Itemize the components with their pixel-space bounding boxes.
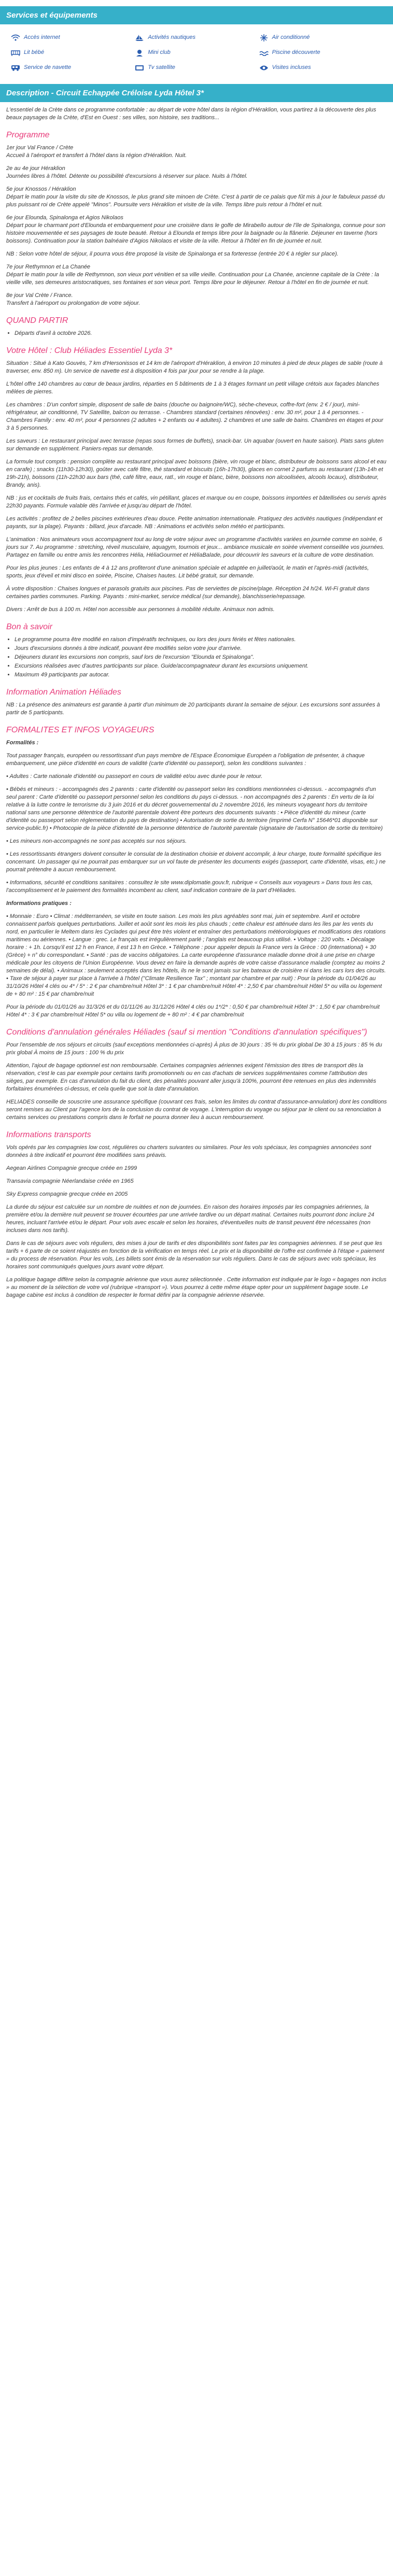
hotel-paragraph: La formule tout compris : pension complète au restaurant principal avec boissons (bière, vin rouge et blanc, distributeur de boissons sans alcool et eau en carafe) ; snacks (11h30-12h30), goûter avec café filtre, thé standard et biscuits (16h-17h30), glaces en cornet 2 parfums au restaurant (13h-14h et 19h-21h), boissons (11h-22h30 aux bars (thé, café filtre, eaux, ratl., vin rouge et blanc, bière, boissons non alcoolisées, alcools locaux), distributeur, Brandy, anis). [6,459,387,488]
wifi-icon [10,34,21,41]
service-label: Activités nautiques [148,34,196,40]
hotel-paragraph: Pour les plus jeunes : Les enfants de 4 à 12 ans profiteront d'une animation spéciale et adaptée en juillet/août, le matin et l'après-midi (activités, sports, jeux d'éveil et mini disco en soirée, Piscine, Chaises hautes. Lit bébé gratuit, sur demande. [6,565,369,579]
day-head: 5e jour Knossos / Héraklion [6,186,76,192]
day-head: 8e jour Val Crète / France. [6,292,73,299]
hotel-paragraph: Situation : Situé à Kato Gouvès, 7 km d'Hersonissos et 14 km de l'aéroport d'Héraklion, à environ 10 minutes à pied de deux plages de sable (route à traverser, env. 850 m). Un service de navette est à disposition 4 fois par jour pour se rendre à la plage. [6,360,383,374]
day-block [6,214,387,258]
hotel-paragraph: Les activités : profitez de 2 belles piscines extérieures d'eau douce. Petite animation internationale. Pratiquez des activités nautiques (indépendant et payants, sur la plage). Payants : billard, jeux d'arcade. NB : Animations et activités selon météo et participants. [6,516,383,530]
formalites-paragraph: • Les mineurs non-accompagnés ne sont pas acceptés sur nos séjours. [6,838,187,844]
service-label: Tv satellite [148,64,175,70]
conditions-paragraph: Attention, l'ajout de bagage optionnel est non remboursable. Certaines compagnies aériennes exigent l'émission des titres de transport dès la réservation, c'est le cas par exemple pour certains tarifs promotionnels ou en cas d'achats de services supplémentaires comme l'attribution des sièges, par exemple. En cas d'annulation du fait du client, des pénalités pouvant aller jusqu'à 100%, pourront être retenues en plus des indemnités forfaitaires énumérées ci-dessus, et cela quelle que soit la date d'annulation. [6,1063,376,1092]
day-text: Départ pour le charmant port d'Elounda et embarquement pour une croisière dans le golfe de Mirabello autour de l'île de Spinalonga, connue pour son histoire mouvementée et ses paysages de toute beauté. Retour à Elounda et temps libre pour la baignade ou la flânerie. Déjeuner en taverne (hors boissons). Continuation pour la station balnéaire d'Agios Nikolaos et visite de la ville. Retour à l'hôtel en fin de journée et nuit. [6,222,386,244]
intro-text: L'essentiel de la Crète dans ce programme confortable : au départ de votre hôtel dans la région d'Héraklion, vous partirez à la découverte des plus beaux paysages de la Crète, d'Est en Ouest : ses villes, son histoire, ses traditions... [6,107,376,121]
services-title-bar [0,6,393,24]
transports-title: Informations transports [6,1130,91,1139]
description-section [0,106,393,1299]
day-head: 2e au 4e jour Héraklion [6,165,65,172]
day-text: Transfert à l'aéroport ou prolongation de votre séjour. [6,300,141,306]
service-label: Accès internet [24,34,60,40]
hotel-paragraph: À votre disposition : Chaises longues et parasols gratuits aux piscines. Pas de serviettes de piscine/plage. Réception 24 h/24. Wi-Fi gratuit dans certaines parties communes. Parking. Payants : mini-market, service médical (sur demande), blanchisserie/repassage. [6,586,370,600]
day-text: Accueil à l'aéroport et transfert à l'hôtel dans la région d'Héraklion. Nuit. [6,152,187,159]
service-item-club [134,49,258,56]
eye-icon [259,64,269,72]
company-line: Aegean Airlines Compagnie grecque créée en 1999 [6,1165,137,1171]
transports-text: Vols opérés par les compagnies low cost, régulières ou charters suivantes ou similaires. Pour les vols spéciaux, les compagnies annoncées sont données à titre indicatif et pourront être modifiées sans préavis. [6,1144,371,1158]
service-label: Piscine découverte [272,49,320,55]
service-item-tv [134,64,258,72]
service-item-internet [10,34,134,41]
formalites-paragraph: • Bébés et mineurs : - accompagnés des 2 parents : carte d'identité ou passeport selon les conditions mentionnées ci-dessus. - accompagnés d'un seul parent : Carte d'identité ou passeport personnel selon les conditions du pays ci-dessus. - non accompagnés des 2 parents : En vertu de la loi relative à la lutte contre le terrorisme du 3 juin 2016 et du décret gouvernemental du 2 novembre 2016, les mineurs voyageant hors du territoire national sans une personne détentrice de l'autorité parentale doivent être porteurs des documents suivants : • Pièce d'identité du mineur (carte d'identité ou passeport selon réglementation du pays de destination) • Autorisation de sortie du territoire (imprimé Cerfa N° 15646*01 disponible sur service-public.fr) • Photocopie de la pièce d'identité de la personne détentrice de l'autorité parentale (signataire de l'autorisation de sortie du territoire) [6,786,383,831]
formalites-title: FORMALITES ET INFOS VOYAGEURS [6,726,155,734]
shuttle-icon [10,64,21,72]
day-head: 1er jour Val France / Crète [6,145,74,151]
service-label: Air conditionné [272,34,310,40]
bon-item: • Excursions réalisées avec d'autres participants sur place. Guide/accompagnateur durant les excursions uniquement. [15,662,387,670]
bon-title: Bon à savoir [6,622,52,631]
pool-icon [259,49,269,56]
service-label: Visites incluses [272,64,311,70]
formalites-paragraph: • Adultes : Carte nationale d'identité ou passeport en cours de validité et/ou avec durée pour le retour. [6,773,263,780]
day-block [6,144,387,160]
hotel-paragraph: NB : jus et cocktails de fruits frais, certains thés et cafés, vin pétillant, glaces et marque ou en coupe, boissons importées et bâtellisées ou servis après 22h30 payants. Formule valable dès l'arrivée et jusqu'au départ de l'hôtel. [6,495,387,509]
formalites-paragraph: Pour la période du 01/01/26 au 31/3/26 et du 01/11/26 au 31/12/26 Hôtel 4 clés ou 1*/2* : 0,50 € par chambre/nuit Hôtel 3* : 1,50 € par chambre/nuit Hôtel 4* : 3 € par chambre/nuit Hôtel 5* ou villa ou logement de + 80 m² : 4 € par chambre/nuit [6,1004,380,1018]
conditions-title: Conditions d'annulation générales Héliades (sauf si mention "Conditions d'annulation spécifiques") [6,1028,368,1037]
formalites-paragraph: • Les ressortissants étrangers doivent consulter le consulat de la destination choisie et doivent accomplir, à leur charge, toute formalité spécifique les concernant. Un passager qui ne pourrait pas embarquer sur un vol faute de présenter les documents exigés (passeport, carte d'identité, visas, etc.) ne pourrait prétendre à aucun remboursement. [6,851,386,873]
day-block [6,186,387,209]
company-line: Sky Express compagnie grecque créée en 2005 [6,1191,128,1197]
bon-list [6,636,387,679]
day-block [6,263,387,287]
baby-bed-icon [10,49,21,56]
hotel-paragraph: L'hôtel offre 140 chambres au cœur de beaux jardins, réparties en 5 bâtiments de 1 à 3 étages formant un petit village crétois aux façades blanches mêlées de pierres. [6,381,380,395]
bon-item: • Le programme pourra être modifié en raison d'impératifs techniques, ou lors des jours fériés et fêtes nationales. [15,636,387,644]
conditions-paragraph: Pour l'ensemble de nos séjours et circuits (sauf exceptions mentionnées ci-après) À plus de 30 jours : 35 % du prix global De 30 à 15 jours : 85 % du prix global À moins de 15 jours : 100 % du prix [6,1042,382,1056]
day-note: NB : Selon votre hôtel de séjour, il pourra vous être proposé la visite de Spinalonga et sa forteresse (entrée 20 € à régler sur place). [6,251,339,257]
service-item-bed [10,49,134,56]
day-text: Départ le matin pour la ville de Rethymnon, son vieux port vénitien et sa ville vieille. Continuation pour La Chanée, ancienne capitale de la Crète : la vieille ville, ses demeures aristocratiques, ses fontaines et son vieux port. Temps libre pour le déjeuner. Retour à l'hôtel en fin de journée et nuit. [6,272,380,286]
description-title-bar [0,84,393,102]
service-label: Mini club [148,49,171,55]
day-block [6,165,387,180]
quand-item: • Départs d'avril à octobre 2026. [15,330,387,337]
day-text: Départ le matin pour la visite du site de Knossos, le plus grand site minoen de Crète. C'est à partir de ce palais que fût mis à jour le fabuleux passé du plus puissant roi de Crète appelé "Minos". Poursuite vers Héraklion et visite de la ville. Temps libre puis retour à l'hôtel et nuit. [6,194,385,208]
end-paragraph: La politique bagage diffère selon la compagnie aérienne que vous aurez sélectionnée . Cette information est indiquée par le logo « bagages non inclus » au moment de la sélection de votre vol (rubrique «transport »). Vous pourrez à cette même étape opter pour un supplément bagage soute. Le bagage cabine est inclus à condition de respecter le format défini par la compagnie aérienne réservée. [6,1277,387,1298]
service-item-nautique [134,34,258,41]
hotel-title: Votre Hôtel : Club Héliades Essentiel Lyda 3* [6,346,173,355]
services-title: Services et équipements [6,11,97,20]
service-item-visits [259,64,383,72]
day-block [6,292,387,307]
day-head: 7e jour Rethymnon et La Chanée [6,264,91,270]
quand-list [6,330,387,337]
info-title: Information Animation Héliades [6,688,121,697]
formalites-paragraph: • Monnaie : Euro • Climat : méditerranéen, se visite en toute saison. Les mois les plus agréables sont mai, juin et septembre. Avril et octobre connaissent parfois quelques perturbations. Juillet et août sont les mois les plus chauds ; cette chaleur est atténuée dans les îles par les vents du nord, en particulier le Meltem dans les Cyclades qui peut être très violent et entraîner des perturbations météorologiques et modifications des rotations maritimes ou aériennes. • Langue : grec. Le français est irrégulièrement parlé ; l'anglais est beaucoup plus utilisé. • Voltage : 220 volts. • Décalage horaire : + 1h. Lorsqu'il est 12 h en France, il est 13 h en Grèce. • Téléphone : pour appeler depuis la France vers la Grèce : 00 (international) + 30 (Grèce) + n° du correspondant. • Santé : pas de vaccins obligatoires. La carte européenne d'assurance maladie donne droit à une prise en charge médicale pour les citoyens de l'Union Européenne. Vous devez en faire la demande auprès de votre caisse d'assurance maladie (comptez au moins 2 semaines de délai). • Animaux : seulement acceptés dans les hôtels, ils ne le sont jamais sur les bateaux de croisière ni dans les cars lors des circuits. • Taxe de séjour à payer sur place à l'arrivée à l'hôtel ("Climate Resilience Tax" ; montant par chambre et par nuit) : Pour la période du 01/04/26 au 31/10/26 Hôtel 4 clés ou 4* / 5* : 2 € par chambre/nuit Hôtel 3* : 1 € par chambre/nuit Hôtel 4* : 2,50 € par chambre/nuit Hôtel 5* ou villa ou logement de + 80 m² : 15 € par chambre/nuit [6,913,386,997]
formalites-paragraph: Tout passager français, européen ou ressortissant d'un pays membre de l'Espace Économique Européen a l'obligation de présenter, à chaque embarquement, une pièce d'identité en cours de validité (carte d'identité ou passeport), selon les conditions suivantes : [6,753,365,767]
formalites-paragraph: • Informations, sécurité et conditions sanitaires : consultez le site www.diplomatie.gouv.fr, rubrique « Conseils aux voyageurs » Dans tous les cas, l'accomplissement et le paiement des formalités incombent au client, sauf indication contraire de la part d'Héliades. [6,880,373,894]
service-label: Service de navette [24,64,72,70]
quand-title: QUAND PARTIR [6,316,68,325]
bon-item: • Maximum 49 participants par autocar. [15,671,387,679]
formalites-subtitle: Formalités : [6,740,39,746]
service-item-pool [259,49,383,56]
day-text: Journées libres à l'hôtel. Détente ou possibilité d'excursions à réserver sur place. Nuits à l'hôtel. [6,173,248,179]
end-paragraph: Dans le cas de séjours avec vols réguliers, des mises à jour de tarifs et des disponibilités sont faites par les compagnies aériennes. Il se peut que les tarifs + 6 parte de ce soient réajustés en fonction de la vérification en temps réel. Le prix et la disponibilité de l'offre est confirmée à l'étape « paiement » du process de réservation. Pour les vols, Les billets sont émis de la réservation sur vols réguliers. Dans le cas de séjours avec vols spéciaux, les horaires sont communiqués quelques jours avant votre départ. [6,1240,385,1270]
end-paragraph: La durée du séjour est calculée sur un nombre de nuitées et non de journées. En raison des horaires imposés par les compagnies aériennes, la première et/ou la dernière nuit peuvent se trouver écourtées par une arrivée tardive ou un départ matinal. Certaines nuits pourront donc inclure 24 heures, incluant l'arrivée et/ou le départ. Pour vols avec escale et selon les horaires, d'éventuelles nuits de transit peuvent être nécessaires (non incluses dans nos tarifs). [6,1204,374,1234]
service-item-air [259,34,383,41]
snowflake-icon [259,34,269,41]
formalites-paragraph: Informations pratiques : [6,900,72,907]
description-title: Description - Circuit Echappée Créloise Lyda Hôtel 3* [6,89,204,97]
services-grid [0,29,393,78]
hotel-paragraph: Les chambres : D'un confort simple, disposent de salle de bains (douche ou baignoire/WC), sèche-cheveux, coffre-fort (env. 2 € / jour), mini-réfrigérateur, air conditionné, TV Satellite, balcon ou terrasse. - Chambres standard (certaines rénovées) : env. 30 m², pour 1 à 4 personnes. - Chambres Family : env. 40 m², pour 4 personnes (2 adultes + 2 enfants ou 4 adultes). 2 chambres et une salle de bains. Chambres en étages et pour 3 à 5 personnes. [6,402,384,431]
conditions-paragraph: HELIADES conseille de souscrire une assurance spécifique (couvrant ces frais, selon les limites du contrat d'assurance-annulation) dont les conditions seront remises au Client par l'agence lors de la conclusion du contrat de voyage. L'interruption du voyage ou séjour par le client ou sa renonciation à certains services ou prestations compris dans le forfait ne pourra donner lieu à aucun remboursement. [6,1099,387,1121]
info-text: NB : La présence des animateurs est garantie à partir d'un minimum de 20 participants durant la semaine de séjour. Les excursions sont assurées à partir de 5 participants. [6,702,380,716]
sailboat-icon [134,34,145,41]
hotel-paragraph: Divers : Arrêt de bus à 100 m. Hôtel non accessible aux personnes à mobilité réduite. Animaux non admis. [6,606,275,613]
service-label: Lit bébé [24,49,45,55]
day-head: 6e jour Elounda, Spinalonga et Agios Nikolaos [6,215,123,221]
bon-item: • Jours d'excursions donnés à titre indicatif, pouvant être modifiés selon votre jour d'arrivée. [15,645,387,653]
program-title: Programme [6,131,50,139]
hotel-paragraph: L'animation : Nos animateurs vous accompagnent tout au long de votre séjour avec un programme d'activités variées en journée comme en soirée, 6 jours sur 7. Au programme : stretching, réveil musculaire, aquagym, tournois et jeux... ambiance musicale en soirée vivement conseillée vos journées. Partagez en famille ou entre amis les rencontres Hélia, HéliaGourmet et HéliaBalade, pour découvrir les saveurs et la culture de votre destination. [6,536,385,558]
hotel-paragraph: Les saveurs : Le restaurant principal avec terrasse (repas sous formes de buffets), snack-bar. Un aquabar (ouvert en haute saison). Plats sans gluten sur demande en supplément. Paniers-repas sur demande. [6,438,384,452]
bon-item: • Déjeuners durant les excursions non compris, sauf lors de l'excursion "Elounda et Spinalonga". [15,654,387,661]
service-item-shuttle [10,64,134,72]
company-line: Transavia compagnie Néerlandaise créée en 1965 [6,1178,134,1184]
mini-club-icon [134,49,145,56]
tv-icon [134,64,145,72]
